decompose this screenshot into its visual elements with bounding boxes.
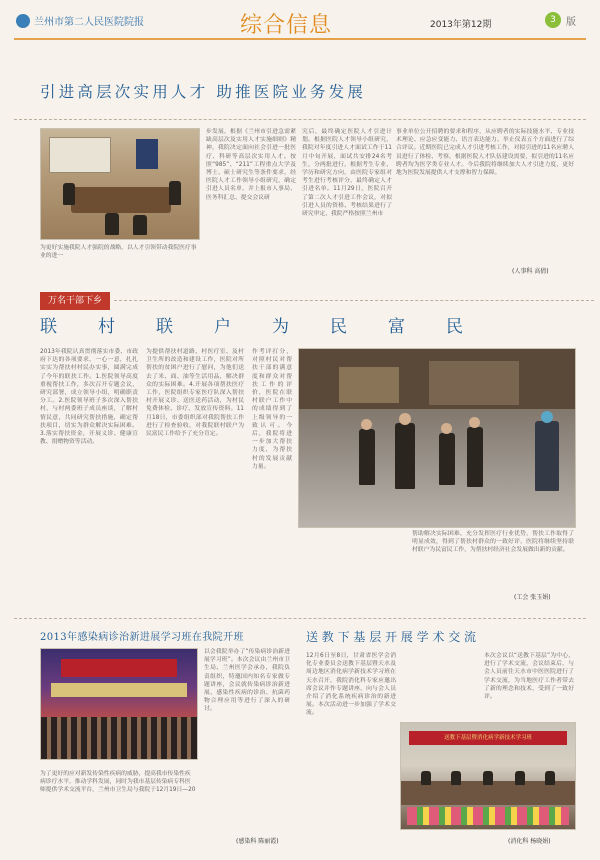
article2-col3a: 作考评打分，对照村民对帮扶干部的满意度和群众对帮扶工作的评价，医院在联村联户工作中的成绩得到了上级领导的一致认可。今后，我院将进一步加大帮扶力度，为帮扶村的发展贡献力量。 bbox=[252, 349, 292, 470]
article1-photo bbox=[40, 128, 200, 240]
article3-caption: 为了更好的应对新发传染性疾病的威胁，提高我市传染性疾病诊疗水平，推动学科发展，同时为我市基层传染病专科医师提供学术交流平台，兰州市卫生局与我院于12月19日—20 bbox=[40, 771, 196, 794]
article3-title: 2013年感染病诊治新进展学习班在我院开班 bbox=[40, 632, 244, 643]
village-campaign-seal bbox=[40, 292, 190, 312]
seal-text: 万名干部下乡 bbox=[40, 292, 110, 310]
article2-col4: 帮助解决实际困难，充分发挥医疗行业优势，帮扶工作取得了明显成效，得到了帮扶村群众的一致好评，医院将继续坚持联村联户为民富民工作，为帮扶村经济社会发展做出新的贡献。 bbox=[412, 531, 574, 554]
article2-divider bbox=[14, 618, 586, 620]
header-divider bbox=[14, 38, 586, 40]
page-number-badge: 3 bbox=[545, 12, 561, 28]
article4-photo bbox=[400, 722, 576, 830]
article2-photo bbox=[298, 348, 576, 528]
article1-col1: 步发展，根据《兰州市引进急需紧缺高层次及实用人才实施细则》精神，我院决定面向社会引进一批医疗、科研等高层次实用人才。按照“985”、“211”工程重点大学及博士、硕士研究生等条件要求，经医院人才工作领导小组研究，确定引进人员名单，并上报市人事局、医务科汇总、提交会议研 bbox=[206, 129, 296, 201]
page-suffix: 版 bbox=[566, 17, 576, 28]
article1-divider bbox=[14, 119, 586, 121]
article4-title: 送教下基层开展学术交流 bbox=[306, 630, 480, 644]
hospital-logo-icon bbox=[16, 14, 30, 28]
article3-author: (感染科 陈丽霞) bbox=[236, 838, 279, 845]
article2-author: (工会 张玉娟) bbox=[514, 594, 551, 601]
article2-title: 联村联户为民富民 bbox=[40, 317, 504, 337]
issue-number: 2013年第12期 bbox=[430, 20, 492, 30]
article4-author: (消化科 杨晓娟) bbox=[508, 838, 551, 845]
article1-col3: 事业单位公开招聘的要求和程序，从应聘者的实际技能水平、专业技术理论、应急应变能力、语言表达能力、举止仪表五个方面进行了综合评议。近期医院已完成人才引进考核工作，对拟引进的11名应聘人员进行了体检、考察，根据医院人才队伍建设需要，拟引进的11名应聘者均为医学类专业人才。今后我院将继续加大人才引进力度，更好地为医院发展提供人才支撑和智力保障。 bbox=[396, 129, 574, 177]
article1-col2: 究后，最终确定医院人才引进计划。根据医院人才领导小组研究，我院对年度引进人才面试工作于11月中旬开展，面试共安排24名考生，分两批进行，根据考生专业、学历和研究方向，由医院专家组对考生进行考核评分，最终确定人才引进名单。11月29日，医院召开了第二次人才引进工作会议，对拟引进人员的资格、考核结果进行了研究审定，我院严格按照兰州市 bbox=[302, 129, 392, 218]
paper-name: 兰州市第二人民医院院报 bbox=[34, 17, 144, 28]
article4-photo-banner: 送教下基层暨消化病学新技术学习班 bbox=[443, 735, 532, 741]
article2-col1: 2013年我院认真贯彻落实市委、市政府下达的各项要求，一心一意，扎扎实实为帮扶村村民办实事，圆满完成了今年的联扶工作。1.医院领导高度重视帮扶工作，多次召开专题会议，研究部署，成立领导小组，明确职责分工。2.医院领导班子多次深入帮扶村，与村两委班子成员座谈，了解村情民意，共同研究帮扶措施，确定帮扶项目，切实为群众解决实际困难。3.落实帮扶资金，开展义诊、健康宣教、捐赠物资等活动。 bbox=[40, 349, 138, 446]
article2-col2: 为提供帮扶村道路、村医疗室、及村卫生所的改造和建设工作，医院对所帮扶的贫困户进行了慰问，为他们送去了米、面、油等生活用品，解决群众的实际困难。4.开展各项帮扶医疗工作，医院组织专家医疗队深入帮扶村开展义诊、送医送药活动，为村民免费体检、诊疗，发放宣传资料。11月18日，市委组织部对我院帮扶工作进行了检查验收，对我院联村联户为民富民工作给予了充分肯定。 bbox=[146, 349, 244, 438]
article4-col2: 本次会议以“送教下基层”为中心，进行了学术交流，会议结束后，与会人员前往天水市中医医院进行了学术交流，为当地医疗工作者带去了新的理念和技术，受到了一致好评。 bbox=[484, 653, 574, 701]
article4-col1: 12月6日至8日，甘肃省医学会消化专业委员会送教下基层暨天水及周边地区消化病学新技术学习班在天水召开，我院消化科专家应邀出席会议并作专题讲座，向与会人员介绍了消化系统疾病诊治的新进展。本次活动进一步加强了学术交流。 bbox=[306, 653, 396, 717]
article1-caption: 为更好实施我院人才强院的战略，以人才引领带动我院医疗事业的进一 bbox=[40, 245, 197, 260]
article1-author: (人事科 高倩) bbox=[512, 268, 549, 275]
section-title: 综合信息 bbox=[240, 13, 333, 38]
article1-title: 引进高层次实用人才 助推医院业务发展 bbox=[40, 83, 367, 101]
article3-col1: 以会我院举办了“传染病诊治新进展学习班”。本次会议由兰州市卫生局、兰州医学会承办，我院负责组织，特邀国内知名专家做专题讲座，会议就传染病诊治新进展、感染性疾病的诊治、抗菌药物合理应用等进行了深入的研讨。 bbox=[204, 649, 290, 713]
article3-photo bbox=[40, 648, 198, 760]
article2-col3b bbox=[252, 530, 402, 588]
